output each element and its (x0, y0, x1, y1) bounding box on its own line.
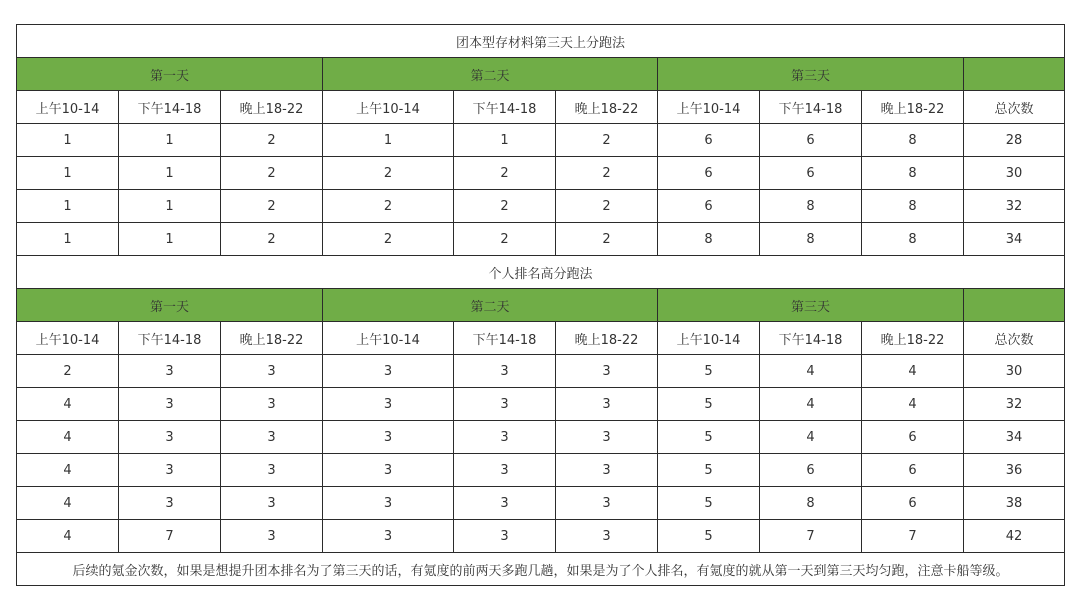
total-cell: 34 (964, 421, 1065, 454)
count-cell: 6 (862, 421, 964, 454)
count-cell: 6 (760, 157, 862, 190)
column-header: 下午14-18 (760, 91, 862, 124)
footer-note: 后续的氪金次数，如果是想提升团本排名为了第三天的话，有氪度的前两天多跑几趟，如果是为了个人排名，有氪度的就从第一天到第三天均匀跑，注意卡船等级。 (17, 553, 1065, 586)
count-cell: 8 (760, 223, 862, 256)
count-cell: 3 (221, 520, 323, 553)
day-header-2: 第二天 (323, 289, 658, 322)
count-cell: 2 (221, 124, 323, 157)
count-cell: 3 (323, 520, 454, 553)
table-row (17, 421, 1065, 454)
count-cell: 1 (119, 223, 221, 256)
count-cell: 3 (323, 388, 454, 421)
count-cell: 5 (658, 487, 760, 520)
count-cell: 8 (862, 223, 964, 256)
count-cell: 3 (556, 388, 658, 421)
table-row (17, 454, 1065, 487)
count-cell: 7 (760, 520, 862, 553)
section-title-row (17, 25, 1065, 58)
day-header-1: 第一天 (17, 58, 323, 91)
count-cell: 5 (658, 520, 760, 553)
table-row (17, 355, 1065, 388)
count-cell: 6 (760, 454, 862, 487)
count-cell: 3 (119, 421, 221, 454)
column-header: 晚上18-22 (862, 91, 964, 124)
day-header-empty (964, 289, 1065, 322)
count-cell: 4 (760, 388, 862, 421)
count-cell: 4 (760, 355, 862, 388)
count-cell: 3 (454, 487, 556, 520)
count-cell: 3 (323, 487, 454, 520)
count-cell: 2 (221, 223, 323, 256)
count-cell: 3 (119, 454, 221, 487)
count-cell: 3 (454, 454, 556, 487)
count-cell: 2 (323, 157, 454, 190)
count-cell: 3 (221, 454, 323, 487)
count-cell: 3 (454, 355, 556, 388)
day-header-2: 第二天 (323, 58, 658, 91)
count-cell: 3 (323, 421, 454, 454)
column-header: 下午14-18 (760, 322, 862, 355)
count-cell: 3 (556, 355, 658, 388)
table-row (17, 157, 1065, 190)
section-title: 个人排名高分跑法 (17, 256, 1065, 289)
count-cell: 5 (658, 355, 760, 388)
count-cell: 1 (17, 223, 119, 256)
count-cell: 2 (221, 190, 323, 223)
count-cell: 4 (17, 421, 119, 454)
count-cell: 1 (17, 124, 119, 157)
count-cell: 1 (323, 124, 454, 157)
count-cell: 3 (221, 388, 323, 421)
column-header: 上午10-14 (658, 322, 760, 355)
total-cell: 30 (964, 355, 1065, 388)
count-cell: 4 (862, 388, 964, 421)
column-header: 下午14-18 (119, 322, 221, 355)
table-row (17, 388, 1065, 421)
count-cell: 4 (17, 487, 119, 520)
count-cell: 4 (760, 421, 862, 454)
column-header: 晚上18-22 (221, 91, 323, 124)
count-cell: 8 (760, 487, 862, 520)
column-header: 上午10-14 (17, 322, 119, 355)
day-header-row (17, 289, 1065, 322)
count-cell: 5 (658, 454, 760, 487)
count-cell: 8 (760, 190, 862, 223)
total-cell: 36 (964, 454, 1065, 487)
day-header-3: 第三天 (658, 289, 964, 322)
day-header-3: 第三天 (658, 58, 964, 91)
count-cell: 3 (454, 520, 556, 553)
section-title: 团本型存材料第三天上分跑法 (17, 25, 1065, 58)
count-cell: 7 (862, 520, 964, 553)
count-cell: 6 (760, 124, 862, 157)
column-header: 晚上18-22 (556, 322, 658, 355)
count-cell: 2 (221, 157, 323, 190)
column-header: 下午14-18 (454, 322, 556, 355)
count-cell: 2 (556, 157, 658, 190)
count-cell: 5 (658, 421, 760, 454)
count-cell: 2 (17, 355, 119, 388)
column-header: 下午14-18 (454, 91, 556, 124)
count-cell: 3 (221, 421, 323, 454)
day-header-empty (964, 58, 1065, 91)
count-cell: 7 (119, 520, 221, 553)
count-cell: 3 (556, 520, 658, 553)
column-header: 总次数 (964, 322, 1065, 355)
count-cell: 1 (119, 124, 221, 157)
footer-note-row (17, 553, 1065, 586)
column-header: 上午10-14 (17, 91, 119, 124)
count-cell: 3 (119, 355, 221, 388)
count-cell: 2 (454, 157, 556, 190)
count-cell: 5 (658, 388, 760, 421)
count-cell: 3 (556, 421, 658, 454)
strategy-table (16, 24, 1065, 586)
count-cell: 2 (454, 190, 556, 223)
count-cell: 1 (119, 157, 221, 190)
total-cell: 38 (964, 487, 1065, 520)
count-cell: 1 (17, 157, 119, 190)
count-cell: 4 (17, 520, 119, 553)
total-cell: 28 (964, 124, 1065, 157)
count-cell: 2 (556, 190, 658, 223)
count-cell: 4 (17, 388, 119, 421)
count-cell: 6 (658, 190, 760, 223)
count-cell: 6 (862, 487, 964, 520)
total-cell: 42 (964, 520, 1065, 553)
count-cell: 6 (862, 454, 964, 487)
count-cell: 3 (119, 487, 221, 520)
column-header: 下午14-18 (119, 91, 221, 124)
count-cell: 4 (862, 355, 964, 388)
total-cell: 34 (964, 223, 1065, 256)
count-cell: 3 (323, 454, 454, 487)
column-header: 晚上18-22 (862, 322, 964, 355)
total-cell: 32 (964, 190, 1065, 223)
count-cell: 1 (454, 124, 556, 157)
count-cell: 2 (323, 223, 454, 256)
count-cell: 2 (454, 223, 556, 256)
column-header: 晚上18-22 (221, 322, 323, 355)
column-header: 上午10-14 (323, 91, 454, 124)
count-cell: 2 (556, 124, 658, 157)
count-cell: 8 (658, 223, 760, 256)
count-cell: 6 (658, 124, 760, 157)
table-row (17, 487, 1065, 520)
column-header-row (17, 322, 1065, 355)
count-cell: 8 (862, 190, 964, 223)
count-cell: 6 (658, 157, 760, 190)
column-header-row (17, 91, 1065, 124)
count-cell: 3 (454, 421, 556, 454)
count-cell: 2 (556, 223, 658, 256)
count-cell: 3 (454, 388, 556, 421)
count-cell: 3 (556, 487, 658, 520)
day-header-row (17, 58, 1065, 91)
count-cell: 1 (17, 190, 119, 223)
table-row (17, 223, 1065, 256)
total-cell: 32 (964, 388, 1065, 421)
count-cell: 3 (556, 454, 658, 487)
table-row (17, 520, 1065, 553)
count-cell: 3 (221, 487, 323, 520)
table-row (17, 190, 1065, 223)
column-header: 总次数 (964, 91, 1065, 124)
table-row (17, 124, 1065, 157)
count-cell: 8 (862, 157, 964, 190)
count-cell: 1 (119, 190, 221, 223)
count-cell: 4 (17, 454, 119, 487)
section-title-row (17, 256, 1065, 289)
count-cell: 8 (862, 124, 964, 157)
count-cell: 3 (323, 355, 454, 388)
column-header: 上午10-14 (323, 322, 454, 355)
count-cell: 3 (119, 388, 221, 421)
count-cell: 3 (221, 355, 323, 388)
count-cell: 2 (323, 190, 454, 223)
total-cell: 30 (964, 157, 1065, 190)
column-header: 晚上18-22 (556, 91, 658, 124)
column-header: 上午10-14 (658, 91, 760, 124)
day-header-1: 第一天 (17, 289, 323, 322)
